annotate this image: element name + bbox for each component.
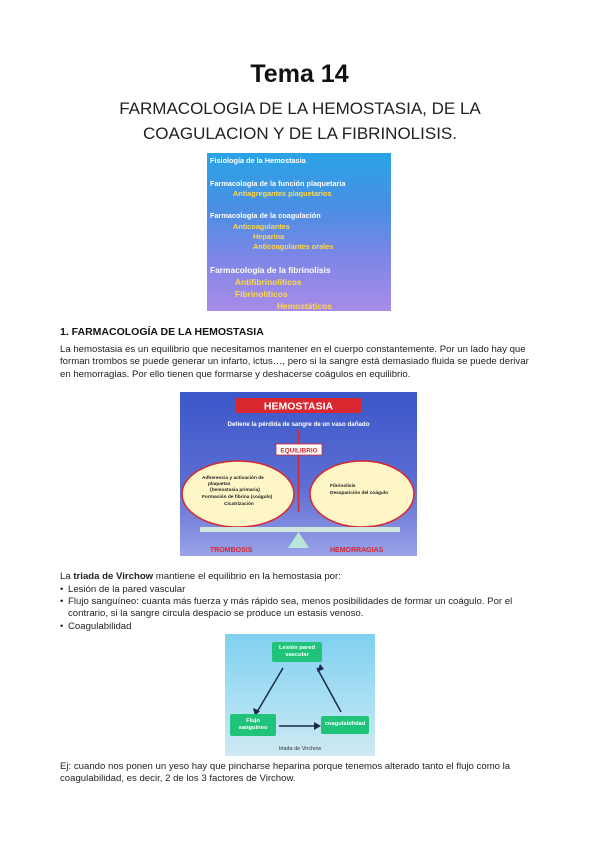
coagulability-box	[321, 716, 369, 734]
slide-line: Hemostáticos	[277, 301, 332, 311]
slide-line: Farmacología de la función plaquetaria	[210, 179, 346, 188]
page-title: Tema 14	[250, 60, 349, 88]
left-line: Cicatrización	[224, 502, 254, 507]
virchow-intro	[60, 571, 542, 583]
bullet-icon: •	[60, 621, 64, 632]
bullet-icon: •	[60, 596, 64, 607]
list-item-text: Lesión de la pared vascular	[68, 584, 186, 595]
box-line: Flujo	[246, 718, 260, 724]
intro-text: La	[60, 571, 74, 582]
closing-paragraph: Ej: cuando nos ponen un yeso hay que pincharse heparina porque tenemos alterado tanto el flujo como la coagulabilidad, es decir, 2 de los 3 factores de Virchow.	[60, 761, 511, 785]
slide-line: Antifibrinolíticos	[235, 277, 302, 287]
left-ellipse	[182, 461, 294, 527]
slide-line: Heparina	[253, 232, 285, 241]
page-subtitle: FARMACOLOGIA DE LA HEMOSTASIA, DE LA COAGULACION Y DE LA FIBRINOLISIS.	[119, 99, 481, 143]
list-item	[60, 584, 542, 596]
hemorrhage-label: HEMORRAGIAS	[330, 547, 384, 554]
list-item	[60, 621, 542, 633]
arrow-line	[317, 668, 341, 712]
left-line: (hemostasia primaria)	[210, 488, 260, 493]
hemostasis-balance-slide	[180, 392, 417, 556]
arrow-head-icon	[317, 664, 324, 672]
intro-text: mantiene el equilibrio en la hemostasia por:	[153, 571, 341, 582]
intro-paragraph: La hemostasia es un equilibrio que necesitamos mantener en el cuerpo constantemente. Por un lado hay que forman trombos se puede generar un infarto, ictus…, pero si la sangre está demasiado fluida se puede derivar en hemorragias. Por ello tienen que formarse y deshacerse coágulos en equilibrio.	[60, 344, 529, 380]
bullet-icon: •	[60, 584, 64, 595]
section-heading: 1. FARMACOLOGÍA DE LA HEMOSTASIA	[60, 326, 264, 338]
blood-flow-box	[230, 714, 276, 736]
slide-line: Anticoagulantes	[233, 222, 290, 231]
list-item	[60, 596, 542, 621]
list-item-text: Coagulabilidad	[68, 621, 132, 632]
slide-line: Fisiología de la Hemostasia	[210, 156, 306, 165]
virchow-triad-slide	[225, 634, 375, 756]
thrombosis-label: TROMBOSIS	[210, 547, 253, 554]
index-slide	[207, 153, 391, 311]
slide-line: Farmacología de la fibrinolisis	[210, 265, 331, 275]
left-line: Adherencia y activación de	[202, 476, 264, 481]
list-item-text: Flujo sanguíneo: cuanta más fuerza y más rápido sea, menos posibilidades de formar un coágulo. Por el contrario, si la sangre circula despacio se produce un estasis venoso.	[68, 596, 513, 620]
right-line: Fibrinolisis	[330, 484, 356, 489]
arrow-line	[257, 668, 283, 712]
arrow-head-icon	[314, 722, 321, 730]
box-line: Lesión pared	[278, 645, 316, 651]
left-line: Formación de fibrina (coágulo)	[202, 495, 273, 500]
right-line: Desaparición del coágulo	[330, 491, 389, 496]
triad-caption: triada de Virchow	[278, 746, 322, 752]
balance-beam	[200, 527, 400, 532]
slide-title: HEMOSTASIA	[263, 400, 334, 413]
box-line: sanguíneo	[238, 725, 268, 731]
slide-subtitle: Detiene la pérdida de sangre de un vaso dañado	[227, 421, 370, 428]
slide-line: Fibrinolíticos	[235, 289, 288, 299]
slide-line: Farmacología de la coagulación	[210, 211, 321, 220]
box-line: coagulabilidad	[324, 721, 366, 727]
virchow-term: triada de Virchow	[73, 571, 154, 582]
slide-line: Anticoagulantes orales	[253, 242, 334, 251]
box-line: vascular	[285, 652, 309, 658]
equilibrium-label: EQUILIBRIO	[280, 447, 318, 455]
vascular-injury-box	[272, 642, 322, 662]
left-line: plaquetas	[208, 482, 231, 487]
slide-line: Antiagregantes plaquetarios	[233, 189, 332, 198]
